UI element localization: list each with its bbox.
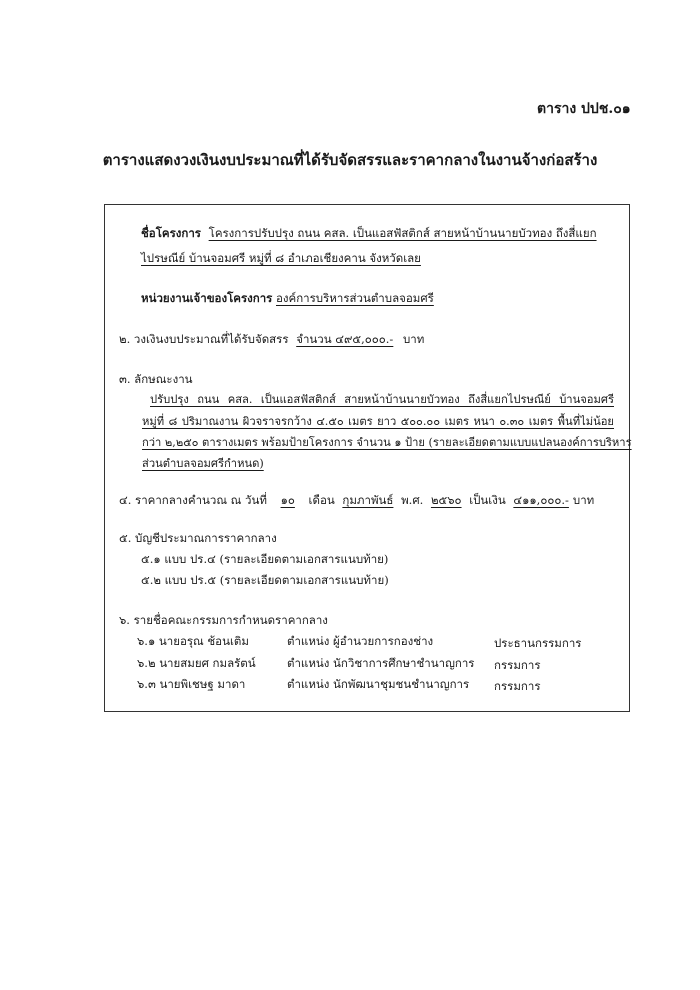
work-line-2: หมู่ที่ ๘ ปริมาณงาน ผิวจราจรกว้าง ๔.๕๐ เมตร ยาว ๕๐๐.๐๐ เมตร หนา ๐.๓๐ เมตร พื้นที่ไม่น้อย [142,415,614,428]
median-price-month-label: เดือน [308,493,335,507]
work-label: ๓. ลักษณะงาน [119,372,193,386]
committee-label: ๖. รายชื่อคณะกรรมการกำหนดราคากลาง [119,613,328,627]
committee-member-role: กรรมการ [494,658,541,672]
project-name-line2: ไปรษณีย์ บ้านจอมศรี หมู่ที่ ๘ อำเภอเชียงคาน จังหวัดเลย [141,251,421,265]
median-price-month: กุมภาพันธ์ [342,493,394,507]
committee-member-name: ๖.๓ นายพิเชษฐ มาดา [137,677,246,691]
committee-member-role: ประธานกรรมการ [494,636,582,650]
committee-member-position: ตำแหน่ง ผู้อำนวยการกองช่าง [287,634,434,648]
project-name-row [141,225,597,243]
median-price-row [119,492,594,510]
work-line-3: กว่า ๒,๒๕๐ ตารางเมตร พร้อมป้ายโครงการ จำนวน ๑ ป้าย (รายละเอียดตามแบบแปลนองค์การบริหาร [142,436,632,449]
agency-row [141,290,434,308]
median-price-year: ๒๕๖๐ [430,493,462,507]
median-price-unit: บาท [572,493,595,507]
median-price-money-label: เป็นเงิน [469,493,506,507]
median-price-year-label: พ.ศ. [401,493,424,507]
budget-label: ๒. วงเงินงบประมาณที่ได้รับจัดสรร [119,332,289,346]
work-line-4: ส่วนตำบลจอมศรีกำหนด) [142,457,264,470]
committee-member-role: กรรมการ [494,679,541,693]
price-list-item-1: ๕.๑ แบบ ปร.๔ (รายละเอียดตามเอกสารแนบท้าย) [141,552,389,566]
project-name-line1: โครงการปรับปรุง ถนน คสล. เป็นแอสฟัสติกส์ สายหน้าบ้านนายบัวทอง ถึงสี่แยก [208,226,597,240]
median-price-day: ๑๐ [280,493,295,507]
project-name-label: ชื่อโครงการ [141,226,201,240]
median-price-amount: ๔๑๑,๐๐๐.- [513,493,569,507]
committee-member-name: ๖.๑ นายอรุณ ช้อนเติม [137,634,249,648]
committee-member-position: ตำแหน่ง นักพัฒนาชุมชนชำนาญการ [287,677,470,691]
agency-label: หน่วยงานเจ้าของโครงการ [141,291,273,305]
median-price-label: ๔. ราคากลางคำนวณ ณ วันที่ [119,493,267,507]
committee-member-position: ตำแหน่ง นักวิชาการศึกษาชำนาญการ [287,656,475,670]
agency-value: องค์การบริหารส่วนตำบลจอมศรี [276,291,434,305]
budget-row [119,331,424,349]
price-list-item-2: ๕.๒ แบบ ปร.๕ (รายละเอียดตามเอกสารแนบท้าย) [141,573,389,587]
form-reference: ตาราง ปปช.๐๑ [537,101,631,117]
price-list-label: ๕. บัญชีประมาณการราคากลาง [119,531,277,545]
budget-unit: บาท [402,332,425,346]
committee-member-name: ๖.๒ นายสมยศ กมลรัตน์ [137,656,256,670]
document-title: ตารางแสดงวงเงินงบประมาณที่ได้รับจัดสรรและราคากลางในงานจ้างก่อสร้าง [102,151,598,169]
work-line-1: ปรับปรุง ถนน คสล. เป็นแอสฟัสติกส์ สายหน้าบ้านนายบัวทอง ถึงสี่แยกไปรษณีย์ บ้านจอมศรี [150,393,614,406]
budget-amount: จำนวน ๔๙๕,๐๐๐.- [296,332,394,346]
